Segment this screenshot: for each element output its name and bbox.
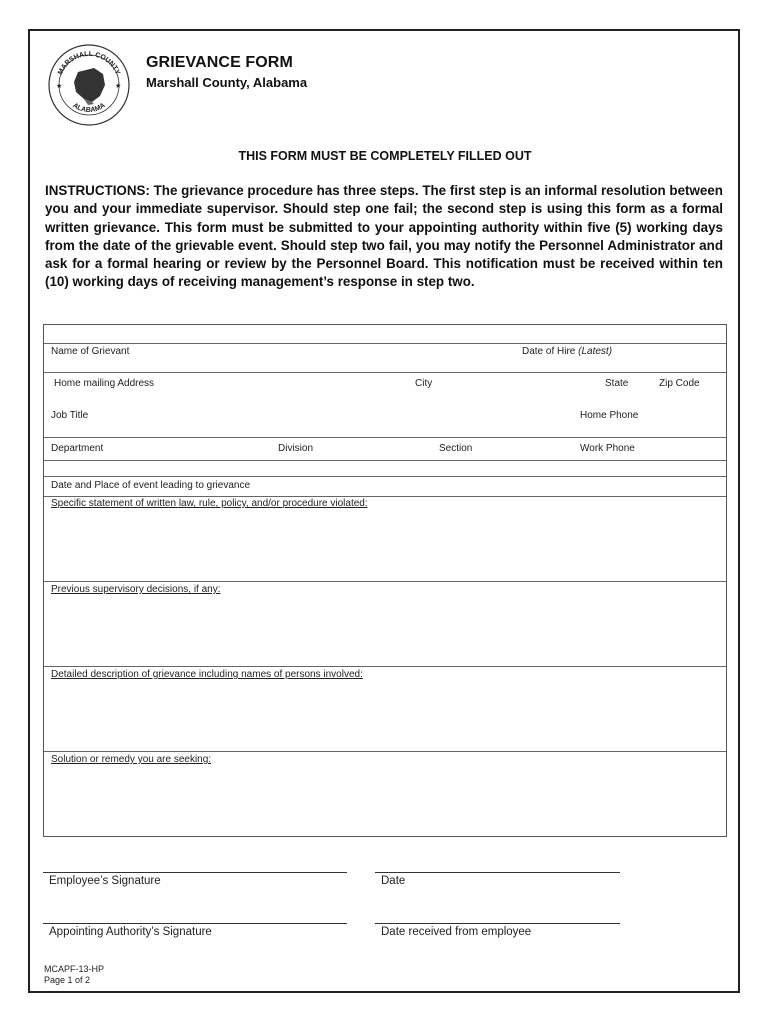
row-divider <box>44 343 726 344</box>
appointing-authority-signature-label: Appointing Authority’s Signature <box>49 926 212 938</box>
home-phone-label: Home Phone <box>580 410 639 421</box>
form-subtitle: Marshall County, Alabama <box>146 75 308 90</box>
date-label: Date <box>381 875 406 887</box>
date-line[interactable] <box>375 872 620 873</box>
home-address-label: Home mailing Address <box>54 378 155 389</box>
appointing-authority-signature-line[interactable] <box>43 923 347 924</box>
date-place-event-label: Date and Place of event leading to grievance <box>51 480 251 491</box>
county-seal-logo <box>48 44 130 126</box>
zip-code-field[interactable] <box>659 378 700 389</box>
work-phone-field[interactable] <box>580 443 635 454</box>
fill-out-notice: THIS FORM MUST BE COMPLETELY FILLED OUT <box>238 149 532 163</box>
date-of-hire-note: (Latest) <box>578 346 613 357</box>
row-divider <box>44 476 726 477</box>
page-number: Page 1 of 2 <box>44 975 91 985</box>
date-of-hire-label: Date of Hire <box>522 346 576 357</box>
form-code: MCAPF-13-HP <box>44 964 105 974</box>
state-field[interactable] <box>605 378 628 389</box>
row-divider <box>44 751 726 752</box>
name-of-grievant-field[interactable] <box>51 346 129 357</box>
city-field[interactable] <box>415 378 432 389</box>
state-label: State <box>605 378 629 389</box>
date-received-label: Date received from employee <box>381 926 532 938</box>
solution-remedy-area[interactable] <box>51 754 211 765</box>
department-label: Department <box>51 443 104 454</box>
previous-decisions-area[interactable] <box>51 584 221 595</box>
date-of-hire-field[interactable] <box>522 346 612 357</box>
division-field[interactable] <box>278 443 313 454</box>
row-divider <box>44 666 726 667</box>
detailed-description-area[interactable] <box>51 669 363 680</box>
job-title-label: Job Title <box>51 410 89 421</box>
section-label: Section <box>439 443 473 454</box>
employee-signature-label: Employee’s Signature <box>49 875 161 887</box>
job-title-field[interactable] <box>51 410 88 421</box>
row-divider <box>44 437 726 438</box>
name-of-grievant-label: Name of Grievant <box>51 346 130 357</box>
svg-text:★: ★ <box>56 83 63 90</box>
department-field[interactable] <box>51 443 103 454</box>
division-label: Division <box>278 443 314 454</box>
solution-remedy-label: Solution or remedy you are seeking: <box>51 754 212 765</box>
specific-statement-label: Specific statement of written law, rule, policy, and/or procedure violated: <box>51 498 368 509</box>
footer <box>44 964 104 986</box>
employee-signature-line[interactable] <box>43 872 347 873</box>
zip-code-label: Zip Code <box>659 378 700 389</box>
instructions-paragraph: INSTRUCTIONS: The grievance procedure has three steps. The first step is an informal resolution between you and your immediate supervisor. Should step one fail; the second step is using this form as a formal written grievance. This form must be submitted to your appointing authority within five (5) working days from the date of the grievable event. Should step two fail, you may notify the Personnel Administrator and ask for a formal hearing or review by the Personnel Board. This notification must be received within ten (10) working days of receiving management’s response in step two. <box>45 183 723 290</box>
section-field[interactable] <box>439 443 472 454</box>
home-address-field[interactable] <box>54 378 154 389</box>
specific-statement-area[interactable] <box>51 498 368 509</box>
city-label: City <box>415 378 433 389</box>
form-title: GRIEVANCE FORM <box>146 54 293 71</box>
svg-text:★: ★ <box>115 83 122 90</box>
date-place-event-field[interactable] <box>51 480 250 491</box>
work-phone-label: Work Phone <box>580 443 635 454</box>
svg-text:MARSHALL COUNTY: MARSHALL COUNTY <box>57 50 121 76</box>
previous-decisions-label: Previous supervisory decisions, if any: <box>51 584 221 595</box>
row-divider <box>44 460 726 461</box>
home-phone-field[interactable] <box>580 410 638 421</box>
row-divider <box>44 496 726 497</box>
grievance-form-table <box>43 324 727 837</box>
row-divider <box>44 372 726 373</box>
date-received-line[interactable] <box>375 923 620 924</box>
detailed-description-label: Detailed description of grievance including names of persons involved: <box>51 669 363 680</box>
row-divider <box>44 581 726 582</box>
svg-text:ALABAMA: ALABAMA <box>71 102 107 115</box>
